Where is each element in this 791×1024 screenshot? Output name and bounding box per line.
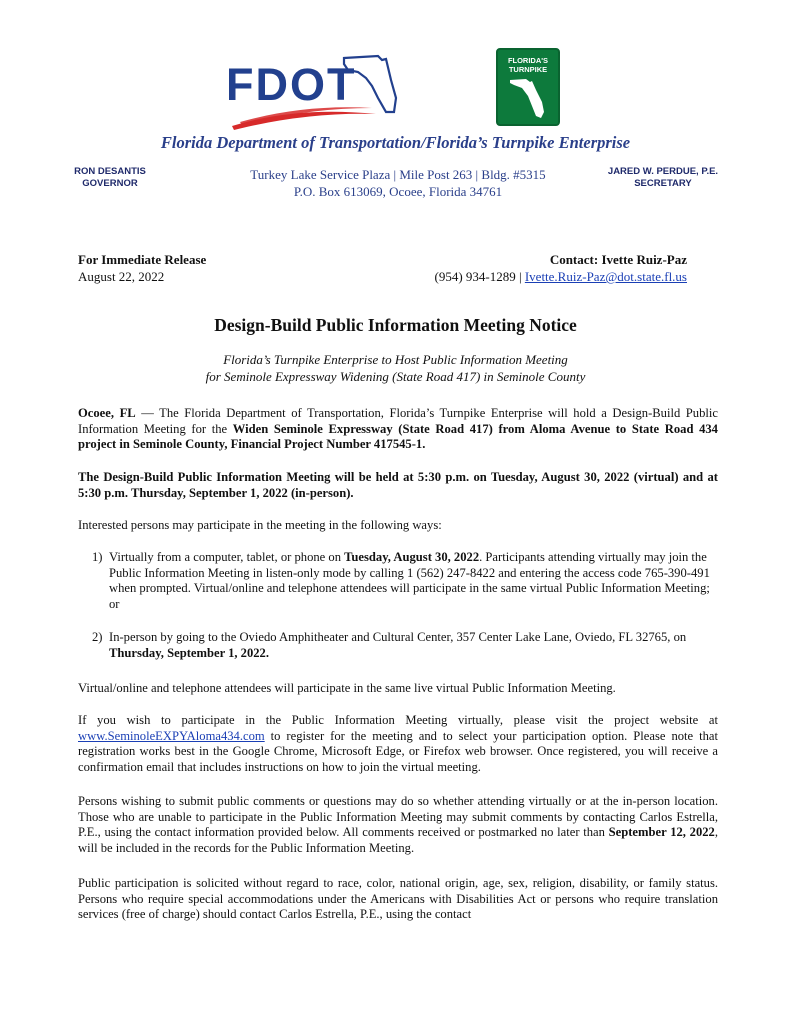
governor-block bbox=[56, 166, 164, 190]
fdot-wordmark: FDOT bbox=[226, 59, 357, 110]
intro-paragraph bbox=[78, 406, 718, 453]
page-title: Design-Build Public Information Meeting Notice bbox=[214, 315, 577, 335]
address-line-2: P.O. Box 613069, Ocoee, Florida 34761 bbox=[293, 184, 503, 199]
participation-intro: Interested persons may participate in the meeting in the following ways: bbox=[78, 518, 442, 532]
comments-deadline: September 12, 2022 bbox=[608, 825, 715, 840]
florida-map-icon bbox=[508, 76, 550, 120]
release-date: August 22, 2022 bbox=[78, 269, 165, 284]
comments-text-b: , will be included in the records for the Public Information Meeting. bbox=[78, 825, 718, 855]
virtual-attendees-paragraph: Virtual/online and telephone attendees will participate in the same live virtual Public Information Meeting. bbox=[78, 681, 616, 695]
comments-paragraph bbox=[78, 794, 718, 856]
release-info bbox=[78, 251, 206, 285]
governor-title: GOVERNOR bbox=[82, 178, 138, 189]
list-item-in-person bbox=[92, 630, 718, 661]
agency-name: Florida Department of Transportation/Florida’s Turnpike Enterprise bbox=[160, 133, 631, 152]
list-1-date: Tuesday, August 30, 2022 bbox=[344, 550, 480, 564]
comments-text-a: Persons wishing to submit public comments or questions may do so whether attending virtually or at the in-person location. Those who are unable to participate in the Public Information Meeting may submit comments by contacting Carlos Estrella, P.E., using the contact information provided below. All comments received or postmarked no later than bbox=[78, 794, 718, 840]
governor-name: RON DESANTIS bbox=[74, 166, 146, 177]
meeting-schedule-paragraph bbox=[78, 470, 718, 501]
contact-info bbox=[435, 251, 688, 285]
project-name: Widen Seminole Expressway (State Road 417) from Aloma Avenue to State Road 434 project in Seminole County, Financial Project Number 417545-1. bbox=[78, 421, 718, 452]
list-item-virtual bbox=[92, 550, 718, 612]
registration-text-b: to register for the meeting and to select your participation option. Please note that registration works best in the Google Chrome, Microsoft Edge, or Firefox web browser. Once registered, you will receive a confirmation email that includes instructions on how to join the virtual meeting. bbox=[78, 728, 718, 774]
release-label: For Immediate Release bbox=[78, 252, 207, 267]
list-1-text-b: . Participants attending virtually may join the Public Information Meeting in listen-only mode by calling 1 (562) 247-8422 and entering the access code 765-390-491 when prompted. Virtual/online and telephone attendees will participate in the same virtual Public Information Meeting; or bbox=[109, 550, 710, 611]
registration-paragraph bbox=[78, 713, 718, 775]
project-website-link[interactable]: www.SeminoleEXPYAloma434.com bbox=[78, 728, 265, 743]
contact-email-link[interactable]: Ivette.Ruiz-Paz@dot.state.fl.us bbox=[524, 269, 687, 284]
meeting-schedule: The Design-Build Public Information Meeting will be held at 5:30 p.m. on Tuesday, August 30, 2022 (virtual) and at 5:30 p.m. Thursday, September 1, 2022 (in-person). bbox=[78, 470, 718, 500]
list-text-2 bbox=[92, 630, 718, 661]
address-block bbox=[220, 166, 576, 200]
contact-phone: (954) 934-1289 | bbox=[434, 269, 522, 284]
dateline: Ocoee, FL bbox=[78, 406, 136, 420]
fdot-logo bbox=[226, 50, 401, 132]
list-number-1: 1) bbox=[92, 550, 103, 564]
address-line-1: Turkey Lake Service Plaza | Mile Post 263 | Bldg. #5315 bbox=[250, 167, 546, 182]
intro-text: — The Florida Department of Transportation, Florida’s Turnpike Enterprise will hold a Design-Build Public Information Meeting for the bbox=[78, 406, 718, 436]
contact-name: Contact: Ivette Ruiz-Paz bbox=[549, 252, 687, 267]
list-2-date: Thursday, September 1, 2022. bbox=[109, 645, 270, 660]
secretary-title: SECRETARY bbox=[634, 178, 692, 189]
registration-text-a: If you wish to participate in the Public Information Meeting virtually, please visit the project website at bbox=[78, 713, 718, 727]
subtitle-line-2: for Seminole Expressway Widening (State Road 417) in Seminole County bbox=[205, 369, 586, 384]
participation-policy-paragraph: Public participation is solicited without regard to race, color, national origin, age, sex, religion, disability, or family status. Persons who require special accommodations under the Americans with Disabilities Act or persons who require translation services (free of charge) should contact Carlos Estrella, P.E., using the contact bbox=[78, 876, 718, 922]
secretary-name: JARED W. PERDUE, P.E. bbox=[607, 166, 719, 177]
list-1-text-a: Virtually from a computer, tablet, or phone on bbox=[109, 550, 345, 564]
subtitle bbox=[0, 351, 791, 385]
list-2-text-a: In-person by going to the Oviedo Amphitheater and Cultural Center, 357 Center Lake Lane, Oviedo, FL 32765, on bbox=[109, 630, 687, 644]
list-number-2: 2) bbox=[92, 630, 103, 644]
contact-line bbox=[435, 268, 688, 285]
florida-turnpike-logo bbox=[496, 48, 560, 126]
subtitle-line-1: Florida’s Turnpike Enterprise to Host Public Information Meeting bbox=[223, 352, 568, 367]
turnpike-logo-text: FLORIDA'S TURNPIKE bbox=[507, 56, 549, 74]
secretary-block bbox=[594, 166, 732, 190]
list-text-1 bbox=[92, 550, 718, 612]
